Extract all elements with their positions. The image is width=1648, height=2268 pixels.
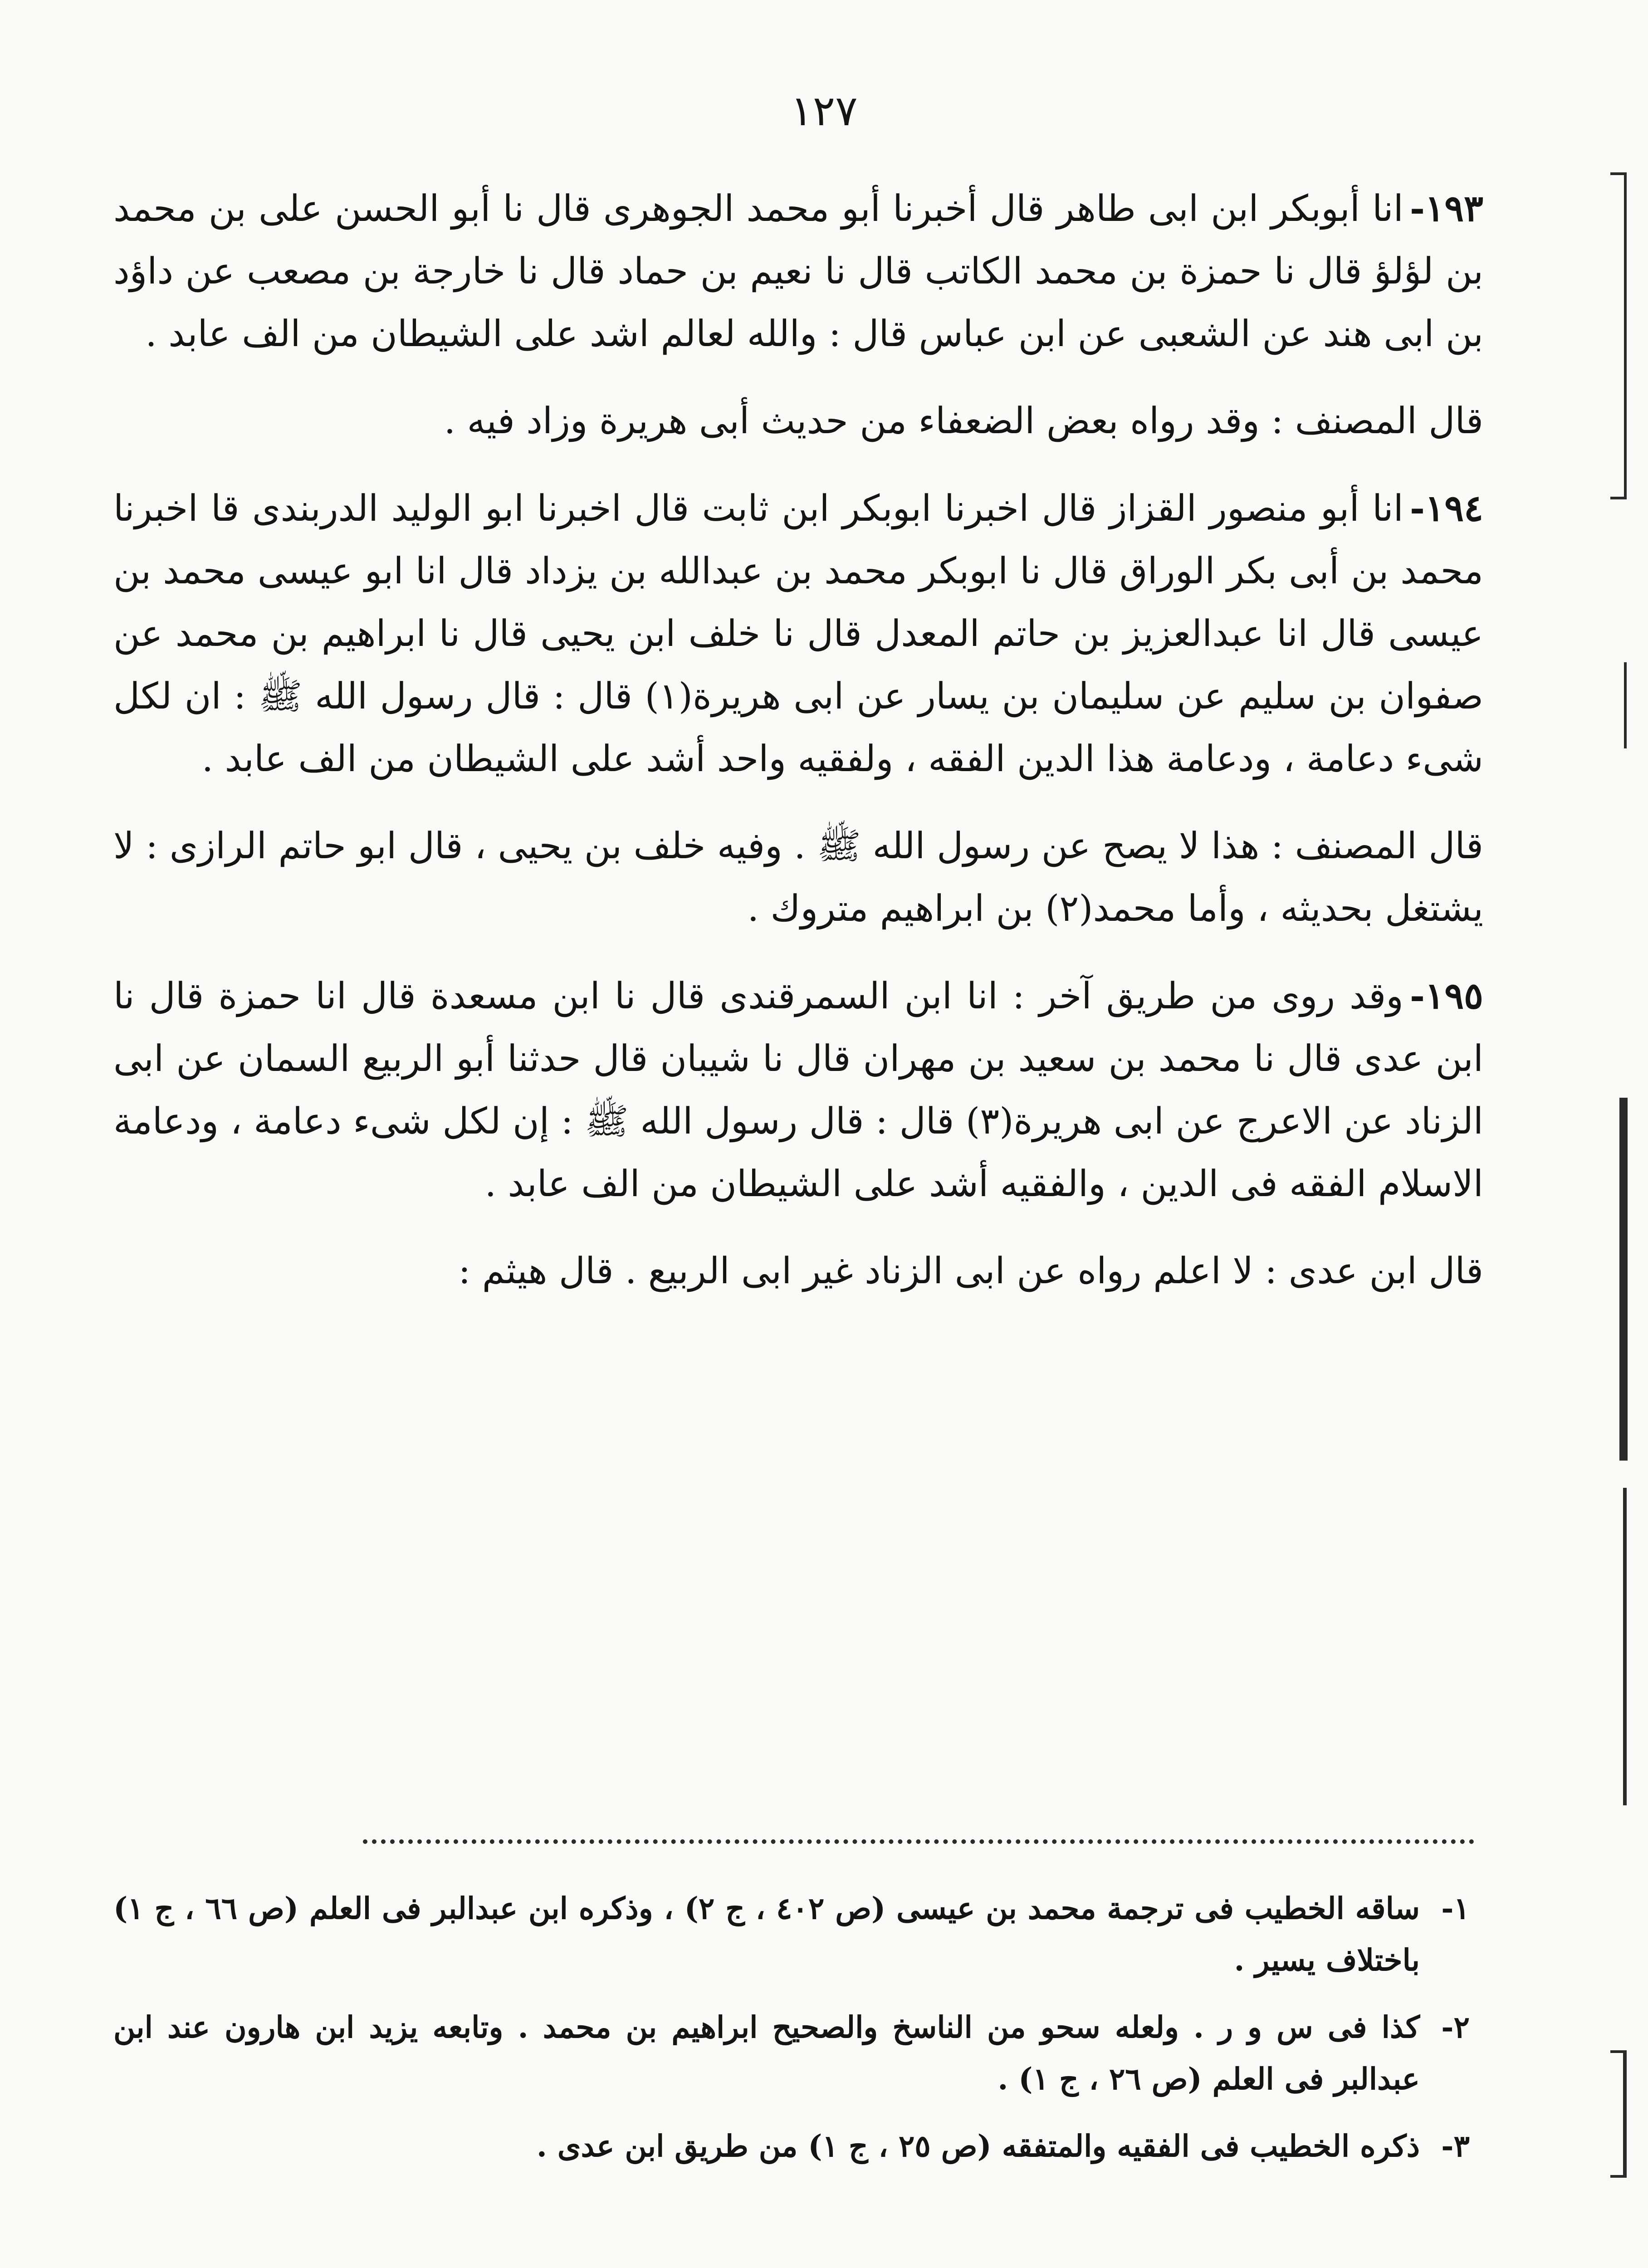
margin-line [1623, 2050, 1627, 2177]
paragraph-text: وقد روى من طريق آخر : انا ابن السمرقندى قال نا ابن مسعدة قال انا حمزة قال نا ابن عدى قال نا محمد بن سعيد بن مهران قال نا شيبان قال حدثنا أبو الربيع السمان عن ابى الزناد عن الاعرج عن ابى هريرة(٣) قال : قال رسول الله ﷺ : إن لكل شىء دعامة ، ودعامة الاسلام الفقه فى الدين ، والفقيه أشد على الشيطان من الف عابد . [113, 975, 1483, 1205]
main-text [113, 177, 1483, 1792]
margin-line [1619, 1098, 1628, 1461]
paragraph-195 [113, 964, 1483, 1215]
paragraph-text: قال المصنف : وقد رواه بعض الضعفاء من حديث أبى هريرة وزاد فيه . [444, 400, 1483, 442]
page-number: ١٢٧ [790, 87, 858, 135]
margin-tick [1610, 2050, 1627, 2053]
footnote-3 [113, 2120, 1470, 2172]
margin-tick [1610, 2175, 1627, 2178]
paragraph-text: انا أبو منصور القزاز قال اخبرنا ابوبكر ابن ثابت قال اخبرنا ابو الوليد الدربندى قا اخبرنا محمد بن أبى بكر الوراق قال نا ابوبكر محمد بن عبدالله بن يزداد قال انا ابو عيسى محمد بن عيسى قال انا عبدالعزيز بن حاتم المعدل قال نا خلف ابن يحيى قال نا ابراهيم بن محمد عن صفوان بن سليم عن سليمان بن يسار عن ابى هريرة(١) قال : قال رسول الله ﷺ : ان لكل شىء دعامة ، ودعامة هذا الدين الفقه ، ولفقيه واحد أشد على الشيطان من الف عابد . [113, 487, 1484, 780]
margin-tick [1610, 172, 1627, 175]
ibn-adi-comment [113, 1240, 1483, 1302]
footnote-text: ذكره الخطيب فى الفقيه والمتفقه (ص ٢٥ ، ج ١) من طريق ابن عدى . [536, 2128, 1420, 2164]
footnotes [113, 1882, 1470, 2187]
margin-line [1624, 662, 1627, 748]
footnote-text: ساقه الخطيب فى ترجمة محمد بن عيسى (ص ٤٠٢ ، ج ٢) ، وذكره ابن عبدالبر فى العلم (ص ٦٦ ، ج ١) باختلاف يسير . [113, 1891, 1420, 1978]
paragraph-193 [113, 177, 1483, 365]
paragraph-text: انا أبوبكر ابن ابى طاهر قال أخبرنا أبو محمد الجوهرى قال نا أبو الحسن على بن محمد بن لؤلؤ قال نا حمزة بن محمد الكاتب قال نا نعيم بن حماد قال نا خارجة بن مصعب عن داؤد بن ابى هند عن الشعبى عن ابن عباس قال : والله لعالم اشد على الشيطان من الف عابد . [113, 187, 1483, 355]
footnote-number: ٢- [1441, 2009, 1470, 2045]
hadith-number: ١٩٥- [1409, 974, 1483, 1017]
author-comment [113, 390, 1483, 452]
footnote-number: ١- [1441, 1891, 1470, 1926]
hadith-number: ١٩٣- [1409, 187, 1483, 230]
paragraph-194 [113, 477, 1483, 790]
scan-margin-marks [1606, 0, 1648, 2268]
footnote-number: ٣- [1441, 2128, 1470, 2164]
footnote-2 [113, 2001, 1470, 2105]
hadith-number: ١٩٤- [1409, 487, 1483, 529]
paragraph-text: قال المصنف : هذا لا يصح عن رسول الله ﷺ . وفيه خلف بن يحيى ، قال ابو حاتم الرازى : لا يشتغل بحديثه ، وأما محمد(٢) بن ابراهيم متروك . [113, 825, 1483, 929]
footnote-1 [113, 1882, 1470, 1986]
footnote-separator [363, 1839, 1474, 1844]
margin-line [1623, 1488, 1627, 1805]
paragraph-text: قال ابن عدى : لا اعلم رواه عن ابى الزناد غير ابى الربيع . قال هيثم : [458, 1250, 1483, 1292]
margin-tick [1610, 497, 1627, 499]
margin-line [1624, 172, 1627, 499]
author-comment [113, 815, 1483, 940]
footnote-text: كذا فى س و ر . ولعله سحو من الناسخ والصحيح ابراهيم بن محمد . وتابعه يزيد ابن هارون عند ابن عبدالبر فى العلم (ص ٢٦ ، ج ١) . [113, 2009, 1420, 2097]
